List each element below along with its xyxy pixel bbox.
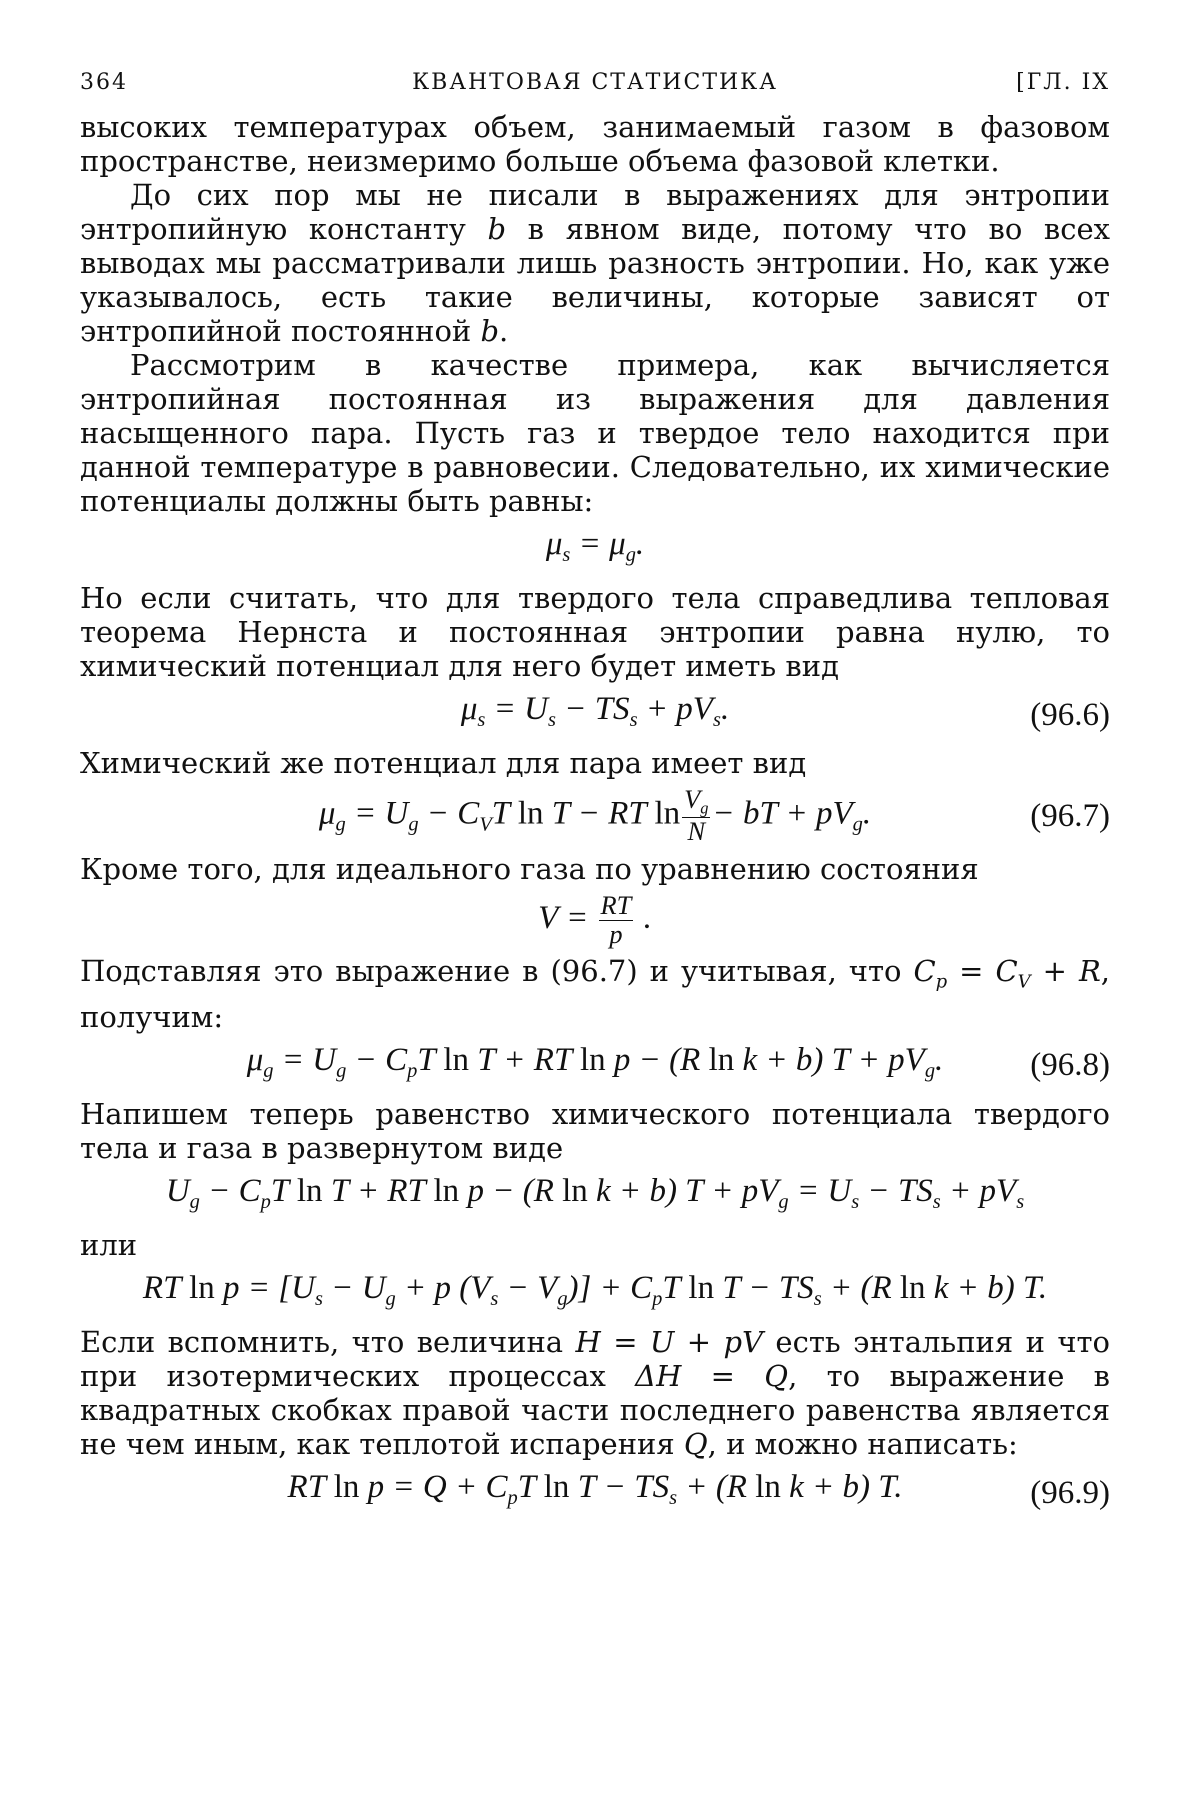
paragraph-7-text-a: Подставляя это выражение в (96.7) и учитывая, что (80, 954, 914, 989)
paragraph-2 (80, 178, 1110, 348)
symbol-b-2: b (480, 314, 500, 348)
equation-number-96-6: (96.6) (1030, 696, 1110, 733)
paragraph-9: или (80, 1227, 138, 1262)
paragraph-8: Напишем теперь равенство химического потенциала твердого тела и газа в развернутом виде (80, 1096, 1110, 1165)
paragraph-2-text-c: . (499, 314, 509, 348)
equation-state: V = $\frac{RT}{p}$ . (538, 889, 652, 949)
page-number: 364 (80, 70, 128, 95)
paragraph-3: Рассмотрим в качестве примера, как вычисляется энтропийная постоянная из выражения для давления насыщенного пара. Пусть газ и твердое тело находится при данной температуре в равновесии. Следовательно, их химические потенциалы должны быть равны: (80, 348, 1110, 518)
equation-96-6: $\mu_s = U_s - TS_s + pV_s$. (96.6) (460, 691, 1110, 733)
chapter-label: [ГЛ. IX (1016, 70, 1110, 95)
paragraph-10-text-b: есть энтальпия и что при изотермических процессах (80, 1325, 1110, 1394)
inline-delta-h: ΔH = Q (635, 1359, 789, 1394)
paragraph-4: Но если считать, что для твердого тела справедлива тепловая теорема Нернста и постоянная энтропии равна нулю, то химический потенциал для него будет иметь вид (80, 581, 1110, 684)
symbol-b: b (487, 212, 507, 246)
paragraph-10-text-c: , то выражение в квадратных скобках правой части последнего равенства является не чем иным, как теплотой испарения (80, 1359, 1111, 1462)
paragraph-10 (80, 1325, 1110, 1461)
equation-number-96-9: (96.9) (1030, 1474, 1110, 1511)
equation-expanded: $U_g - C_pT$ ln T + RT ln p − (R ln k + b) $T + pV_g = U_s - TS_s + pV_s$ (165, 1172, 1025, 1213)
paragraph-10-text-a: Если вспомнить, что величина (80, 1325, 576, 1360)
book-page (80, 70, 1110, 1524)
equation-or: RT $\ln p = [U_s - U_g + p$ $(V_s - V_g)] + C_pT$ $\ln T - TS_s + (R$ ln k + b) T. (142, 1269, 1048, 1311)
equation-96-7: $\mu_g = U_g - C_VT$ ln T − RT ln $\frac{V_g}{N}$ − bT + $pV_g$. (96.7) (318, 784, 1110, 847)
equation-96-9: RT $\ln p = Q + C_pT$ $\ln T - TS_s + (R$ ln k + b) T. (96.9) (287, 1469, 1110, 1511)
running-title: КВАНТОВАЯ СТАТИСТИКА (412, 70, 778, 95)
paragraph-1: высоких температурах объем, занимаемый газом в фазовом пространстве, неизмеримо больше объема фазовой клетки. (80, 110, 1110, 178)
page-header (80, 70, 1110, 110)
symbol-q: Q (683, 1427, 708, 1462)
paragraph-10-text-d: , и можно написать: (707, 1427, 1018, 1462)
equation-number-96-7: (96.7) (1030, 798, 1110, 835)
equation-96-8: $\mu_g = U_g - C_pT$ ln T + RT ln p − (R ln k + b) $T + pV_g$. (96.8) (246, 1041, 1110, 1084)
paragraph-2-text-b: в явном виде, потому что во всех выводах мы рассматривали лишь разность энтропии. Но, как уже указывалось, есть такие величины, которые зависят от энтропийной постоянной (80, 212, 1111, 348)
inline-cp-relation: $C_p = C_V + R$ (913, 954, 1101, 993)
paragraph-6: Кроме того, для идеального газа по уравнению состояния (80, 851, 979, 886)
paragraph-5: Химический же потенциал для пара имеет вид (80, 746, 807, 781)
inline-enthalpy: H = U + pV (575, 1325, 764, 1360)
paragraph-7 (80, 954, 1110, 1033)
paragraph-2-text-a: До сих пор мы не писали в выражениях для энтропии энтропийную константу (80, 178, 1110, 246)
equation-mu-equal: $\mu_s = \mu_g$. (545, 526, 645, 567)
paragraph-7-text-b: , получим: (80, 954, 1110, 1034)
equation-number-96-8: (96.8) (1030, 1047, 1110, 1084)
